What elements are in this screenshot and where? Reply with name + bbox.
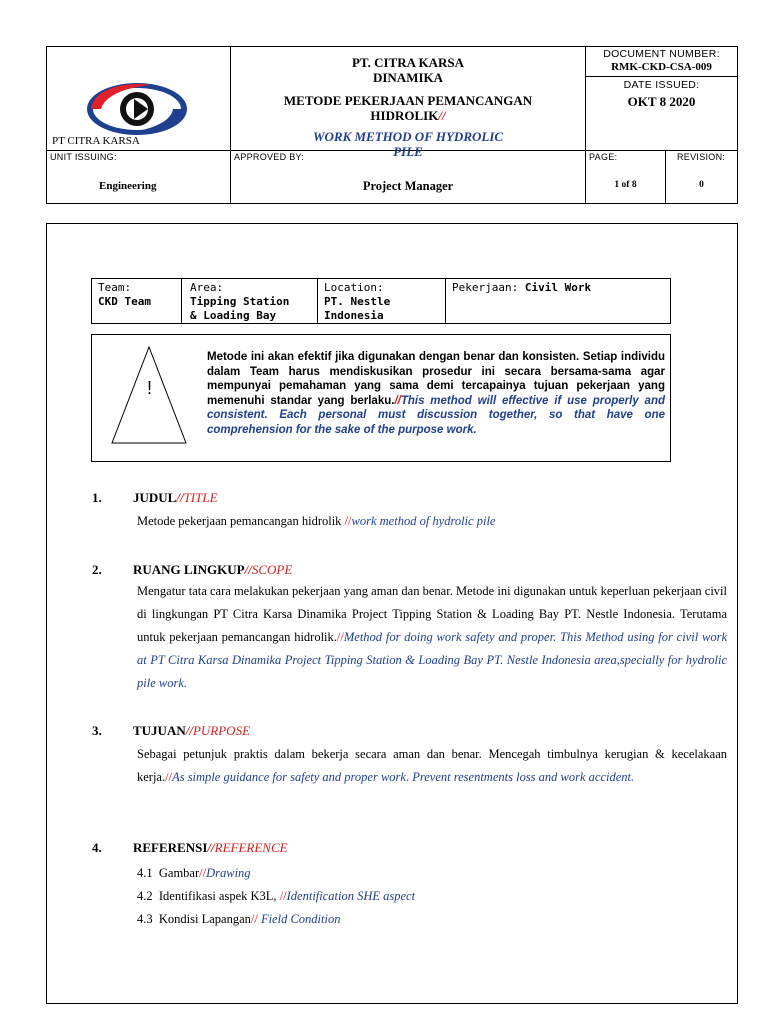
section-title-id: RUANG LINGKUP bbox=[133, 562, 245, 577]
list-item-text: Identifikasi aspek K3L, bbox=[158, 889, 280, 903]
section-title bbox=[133, 562, 292, 578]
section-title-en: SCOPE bbox=[251, 562, 293, 577]
company-logo-icon bbox=[85, 79, 189, 139]
page-number: 1 of 8 bbox=[614, 180, 637, 190]
table-divider bbox=[445, 279, 446, 323]
header-divider bbox=[665, 150, 666, 203]
document-header bbox=[46, 46, 738, 204]
method-title-en-line1: WORK METHOD OF HYDROLIC bbox=[312, 129, 504, 144]
section-title bbox=[133, 490, 218, 506]
list-item-number: 4.2 bbox=[137, 889, 153, 903]
section-title-en: REFERENCE bbox=[214, 840, 288, 855]
team-cell bbox=[98, 281, 151, 309]
title-separator: // bbox=[438, 108, 446, 123]
date-issued-label: DATE ISSUED: bbox=[623, 79, 700, 91]
table-divider bbox=[181, 279, 182, 323]
warning-box bbox=[91, 334, 671, 462]
team-label: Team: bbox=[98, 281, 132, 294]
area-label: Area: bbox=[190, 281, 224, 294]
location-label: Location: bbox=[324, 281, 384, 294]
doc-number-label: DOCUMENT NUMBER: bbox=[603, 48, 720, 60]
section-body-en: As simple guidance for safety and proper work. Prevent resentments loss and work accident. bbox=[172, 770, 635, 784]
company-name-line2: DINAMIKA bbox=[372, 70, 444, 85]
unit-issuing-label: UNIT ISSUING: bbox=[50, 152, 117, 162]
section-number: 1. bbox=[92, 490, 102, 505]
section-title-separator: // bbox=[207, 840, 215, 855]
section-title-en: PURPOSE bbox=[192, 723, 251, 738]
list-item-text-en: Identification SHE aspect bbox=[286, 889, 416, 903]
list-item-separator: // bbox=[279, 889, 287, 903]
section-title-id: TUJUAN bbox=[133, 723, 186, 738]
team-info-table bbox=[91, 278, 671, 324]
section-number: 2. bbox=[92, 562, 102, 577]
list-item bbox=[137, 885, 415, 908]
reference-list bbox=[137, 862, 415, 931]
work-cell bbox=[452, 281, 591, 295]
revision-number: 0 bbox=[699, 180, 704, 190]
work-value: Civil Work bbox=[524, 281, 592, 294]
warning-separator: // bbox=[394, 394, 401, 407]
section-body bbox=[137, 580, 727, 695]
section-title-separator: // bbox=[244, 562, 252, 577]
section-title-en: TITLE bbox=[183, 490, 218, 505]
company-name bbox=[231, 55, 585, 85]
unit-issuing: Engineering bbox=[99, 180, 157, 192]
section-title-id: REFERENSI bbox=[133, 840, 208, 855]
list-item-separator: // bbox=[199, 866, 207, 880]
approved-by: Project Manager bbox=[362, 179, 454, 193]
location-cell bbox=[324, 281, 390, 323]
section-body-separator: // bbox=[165, 770, 173, 784]
warning-text-en: This method will effective if use properly and consistent. Each personal must discussion together, so that have one comprehension for the sake of the purpose work. bbox=[207, 394, 665, 436]
location-value-line2: Indonesia bbox=[324, 309, 384, 322]
area-value-line2: & Loading Bay bbox=[190, 309, 277, 322]
section-title bbox=[133, 723, 250, 739]
warning-text-id: Metode ini akan efektif jika digunakan dengan benar dan konsisten. Setiap individu dalam Team harus mendiskusikan prosedur ini secara bersama-sama agar mempunyai pemahaman yang sama demi tercapainya tujuan pekerjaan yang memenuhi standar yang berlaku. bbox=[207, 351, 665, 407]
page-label: PAGE: bbox=[589, 152, 618, 162]
revision-label: REVISION: bbox=[677, 152, 726, 162]
section-title-id: JUDUL bbox=[133, 490, 177, 505]
area-value-line1: Tipping Station bbox=[190, 295, 290, 308]
area-cell bbox=[190, 281, 289, 323]
warning-symbol: ! bbox=[147, 378, 153, 398]
list-item bbox=[137, 908, 415, 931]
section-body bbox=[137, 510, 727, 533]
list-item-text-en: Drawing bbox=[206, 866, 251, 880]
section-body-id: Mengatur tata cara melakukan pekerjaan yang aman dan benar. Metode ini digunakan untuk keperluan pekerjaan civil di lingkungan PT Citra Karsa Dinamika Project Tipping Station & Loading Bay PT. Nestle Indonesia. Terutama untuk pekerjaan pemancangan hidrolik. bbox=[137, 584, 727, 644]
list-item-separator: // bbox=[250, 912, 258, 926]
doc-number: RMK-CKD-CSA-009 bbox=[611, 61, 712, 73]
method-title-line2: HIDROLIK bbox=[370, 108, 439, 123]
list-item-text-en: Field Condition bbox=[257, 912, 341, 926]
section-title-separator: // bbox=[176, 490, 184, 505]
location-value-line1: PT. Nestle bbox=[324, 295, 391, 308]
company-short-name: PT CITRA KARSA bbox=[52, 135, 140, 147]
section-body-id: Metode pekerjaan pemancangan hidrolik bbox=[137, 514, 345, 528]
work-label: Pekerjaan: bbox=[452, 281, 519, 294]
date-issued: OKT 8 2020 bbox=[627, 94, 696, 109]
list-item bbox=[137, 862, 415, 885]
company-name-line1: PT. CITRA KARSA bbox=[351, 55, 465, 70]
section-title-separator: // bbox=[185, 723, 193, 738]
method-title-en-line2: PILE bbox=[393, 144, 423, 159]
section-number: 4. bbox=[92, 840, 102, 855]
method-title bbox=[231, 93, 585, 123]
section-body-separator: // bbox=[336, 630, 344, 644]
section-body-en: Method for doing work safety and proper. This Method using for civil work at PT Citra Karsa Dinamika Project Tipping Station & Loading Bay PT. Nestle Indonesia area,specially for hydrolic pile work. bbox=[137, 630, 727, 690]
section-body-en: work method of hydrolic pile bbox=[351, 514, 496, 528]
list-item-text: Kondisi Lapangan bbox=[158, 912, 251, 926]
list-item-text: Gambar bbox=[158, 866, 200, 880]
section-body-id: Sebagai petunjuk praktis dalam bekerja secara aman dan benar. Mencegah timbulnya kerugian & kecelakaan kerja. bbox=[137, 747, 727, 784]
approved-by-label: APPROVED BY: bbox=[234, 152, 305, 162]
section-body bbox=[137, 743, 727, 789]
section-title bbox=[133, 840, 288, 856]
list-item-number: 4.3 bbox=[137, 912, 153, 926]
list-item-number: 4.1 bbox=[137, 866, 153, 880]
warning-text bbox=[207, 350, 665, 437]
section-body-separator: // bbox=[344, 514, 352, 528]
table-divider bbox=[317, 279, 318, 323]
header-divider bbox=[585, 76, 737, 77]
section-number: 3. bbox=[92, 723, 102, 738]
team-value: CKD Team bbox=[98, 295, 151, 308]
method-title-line1: METODE PEKERJAAN PEMANCANGAN bbox=[283, 93, 533, 108]
